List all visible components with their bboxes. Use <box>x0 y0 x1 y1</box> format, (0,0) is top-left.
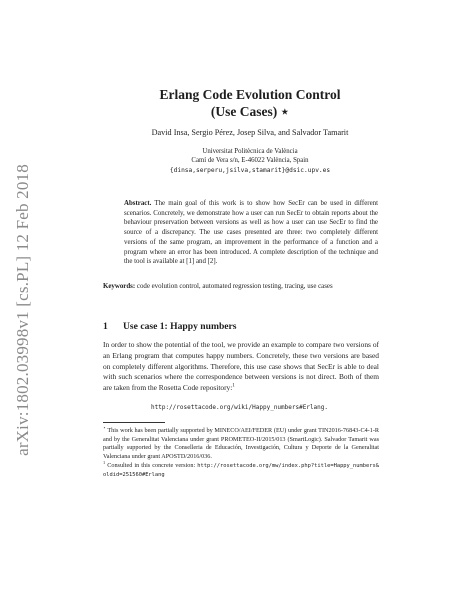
footnotes <box>103 424 380 480</box>
author-list: David Insa, Sergio Pérez, Josep Silva, and Salvador Tamarit <box>151 128 349 137</box>
affiliation-email: {dinsa,serperu,jsilva,stamarit}@dsic.upv.es <box>169 167 331 174</box>
abstract <box>124 199 378 267</box>
section-heading <box>103 321 379 332</box>
footnote-version-mark: 1 <box>103 460 106 466</box>
footnote-version <box>103 462 379 479</box>
paper-title-line-2: (Use Cases) ⋆ <box>210 104 290 119</box>
keywords-text: code evolution control, automated regression testing, tracing, use cases <box>136 283 333 290</box>
footnote-funding <box>103 424 380 461</box>
paper-title-line-1: Erlang Code Evolution Control <box>159 87 341 102</box>
footnote-version-url: http://rosettacode.org/mw/index.php?title=Happy_numbers&oldid=251560#Erlang <box>103 463 380 478</box>
keywords <box>103 282 379 292</box>
abstract-label: Abstract. <box>124 200 152 207</box>
affiliation-institution: Universitat Politècnica de València <box>202 148 298 155</box>
arxiv-identifier-sidebar <box>8 150 38 470</box>
footnote-funding-mark: ⋆ <box>103 424 106 430</box>
footnote-marker: 1 <box>232 382 235 389</box>
footnote-divider <box>103 422 165 423</box>
section-number: 1 <box>103 321 108 332</box>
keywords-label: Keywords: <box>103 283 136 290</box>
section-title: Use case 1: Happy numbers <box>123 321 237 332</box>
body-paragraph <box>103 340 379 394</box>
footnote-funding-text: This work has been partially supported by MINECO/AEI/FEDER (EU) under grant TIN2016-76843-C4-1-R and by the Generalitat Valenciana under grant PROMETEO-II/2015/013 (SmartLogic). Salvador Tamarit was partially supported by the Conselleria de Educación, Investigación, Cultura y Deporte de la Generalitat Valenciana under grant APOSTD/2016/036. <box>103 427 380 460</box>
rosetta-code-url: http://rosettacode.org/wiki/Happy_numbers#Erlang. <box>151 404 329 411</box>
footnote-version-text: Consulted in this concrete version: <box>107 462 196 470</box>
arxiv-identifier-text: arXiv:1802.03998v1 [cs.PL] 12 Feb 2018 <box>13 164 33 456</box>
affiliation-address: Camí de Vera s/n, E-46022 València, Spain <box>191 157 309 164</box>
body-paragraph-text: In order to show the potential of the tool, we provide an example to compare two versions of an Erlang program that computes happy numbers. Concretely, these two versions are based on completely different algorithms. Therefore, this use case shows that SecEr is able to deal with such scenarios where the correspondence between versions is not direct. Both of them are taken from the Rosetta Code repository: <box>103 340 379 393</box>
abstract-text: The main goal of this work is to show how SecEr can be used in different scenarios. Concretely, we demonstrate how a user can run SecEr to obtain reports about the behaviour preservation between versions as well as how a user can use SecEr to find the source of a discrepancy. The use cases presented are three: two completely different versions of the same program, an improvement in the performance of a function and a program where an error has been introduced. A complete description of the technique and the tool is available at [1] and [2]. <box>124 200 378 266</box>
